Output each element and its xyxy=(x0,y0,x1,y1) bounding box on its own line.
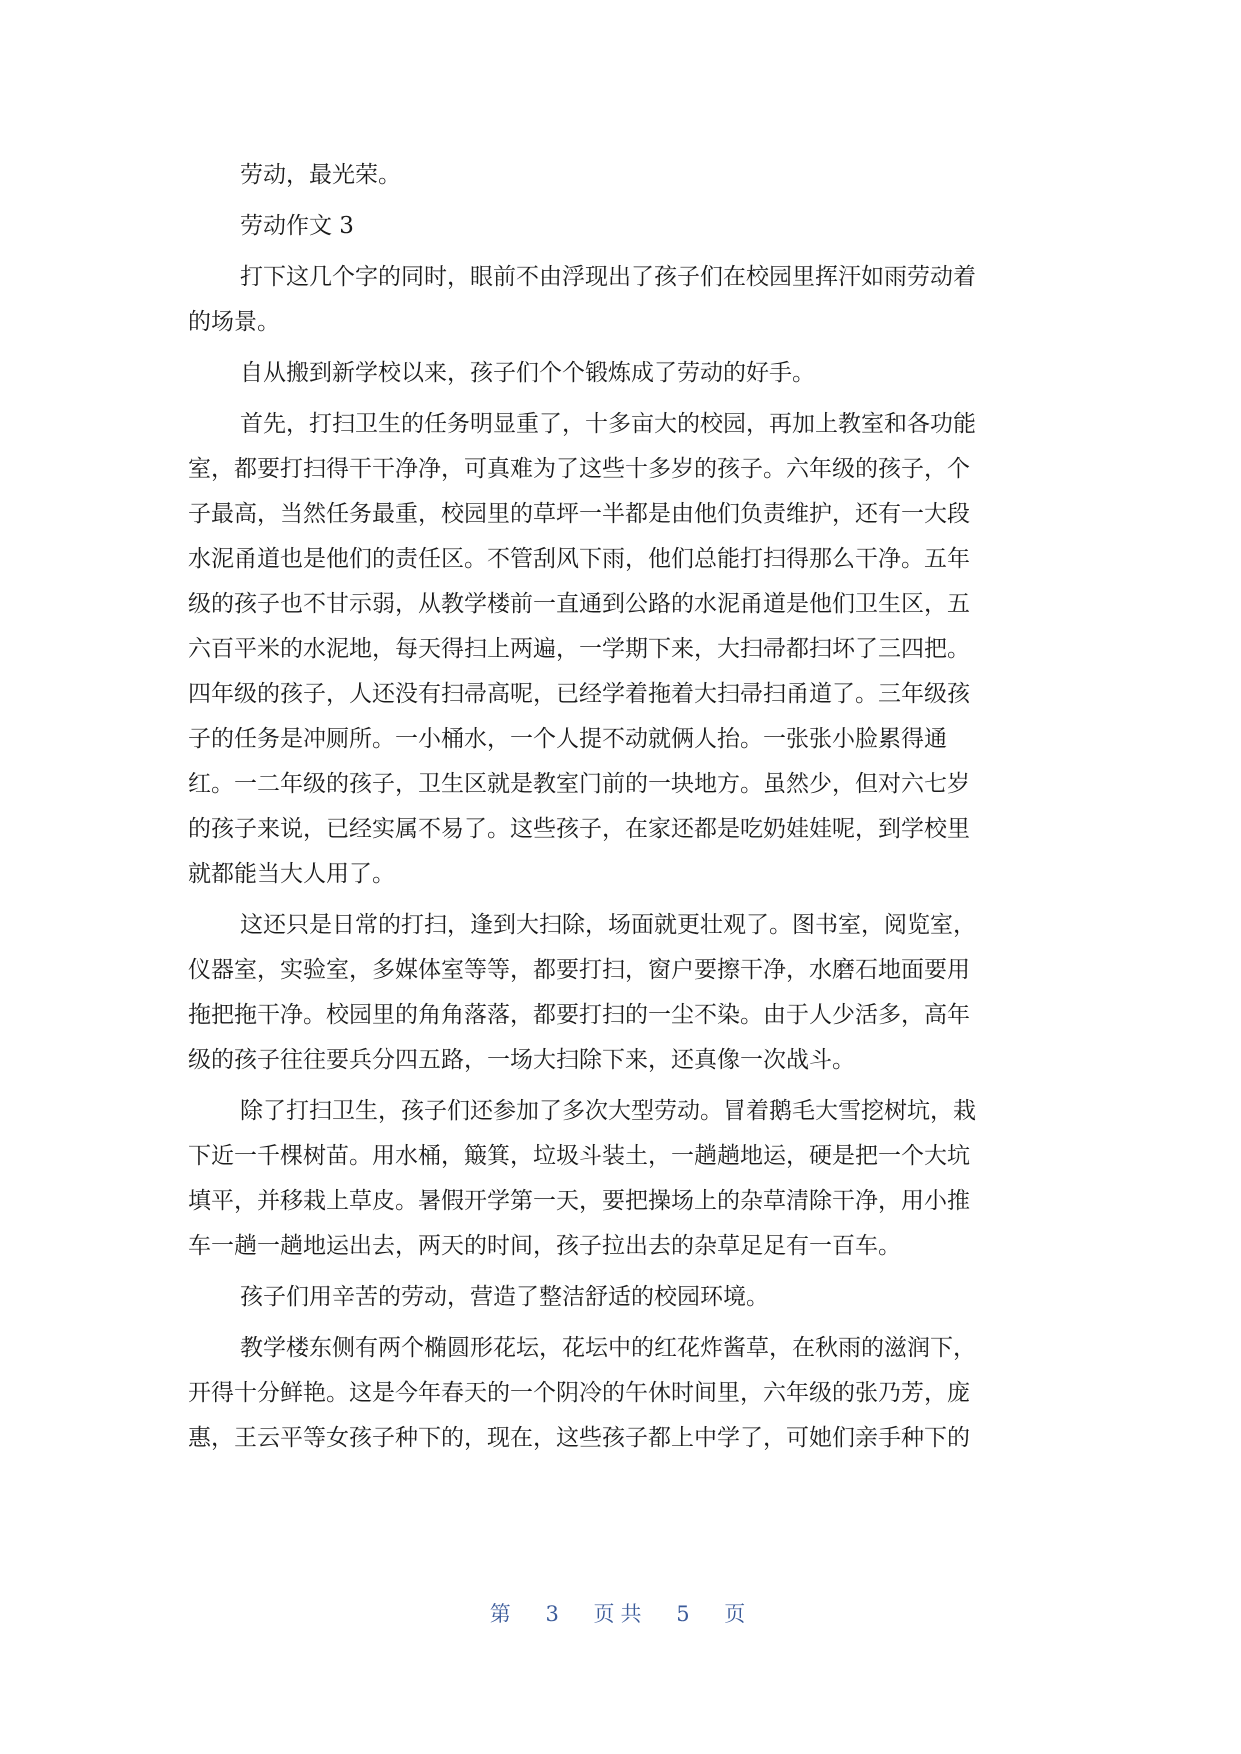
footer-pages-label: 页 xyxy=(724,1602,752,1626)
footer-of-label: 页共 xyxy=(593,1602,648,1626)
paragraph-line: 拖把拖干净。校园里的角角落落，都要打扫的一尘不染。由于人少活多，高年 xyxy=(188,1002,970,1028)
paragraph-line: 孩子们用辛苦的劳动，营造了整洁舒适的校园环境。 xyxy=(240,1284,769,1310)
paragraph-line: 首先，打扫卫生的任务明显重了，十多亩大的校园，再加上教室和各功能 xyxy=(240,411,976,437)
paragraph-line: 的孩子来说，已经实属不易了。这些孩子，在家还都是吃奶娃娃呢，到学校里 xyxy=(188,816,970,842)
paragraph-line: 级的孩子往往要兵分四五路，一场大扫除下来，还真像一次战斗。 xyxy=(188,1047,855,1073)
paragraph-line: 就都能当大人用了。 xyxy=(188,861,395,887)
paragraph-line: 四年级的孩子，人还没有扫帚高呢，已经学着拖着大扫帚扫甬道了。三年级孩 xyxy=(188,681,970,707)
paragraph-line: 自从搬到新学校以来，孩子们个个锻炼成了劳动的好手。 xyxy=(240,360,815,386)
total-pages-number: 5 xyxy=(676,1602,696,1626)
paragraph-line: 劳动，最光荣。 xyxy=(240,162,401,188)
paragraph-line: 室，都要打扫得干干净净，可真难为了这些十多岁的孩子。六年级的孩子，个 xyxy=(188,456,970,482)
paragraph-line: 红。一二年级的孩子，卫生区就是教室门前的一块地方。虽然少，但对六七岁 xyxy=(188,771,970,797)
paragraph-line: 下近一千棵树苗。用水桶，簸箕，垃圾斗装土，一趟趟地运，硬是把一个大坑 xyxy=(188,1143,970,1169)
paragraph-line: 六百平米的水泥地，每天得扫上两遍，一学期下来，大扫帚都扫坏了三四把。 xyxy=(188,636,970,662)
paragraph-line: 水泥甬道也是他们的责任区。不管刮风下雨，他们总能打扫得那么干净。五年 xyxy=(188,546,970,572)
paragraph-line: 级的孩子也不甘示弱，从教学楼前一直通到公路的水泥甬道是他们卫生区，五 xyxy=(188,591,970,617)
paragraph-line: 的场景。 xyxy=(188,309,280,335)
paragraph-line: 教学楼东侧有两个椭圆形花坛，花坛中的红花炸酱草，在秋雨的滋润下， xyxy=(240,1335,976,1361)
paragraph-line: 开得十分鲜艳。这是今年春天的一个阴冷的午休时间里，六年级的张乃芳，庞 xyxy=(188,1380,970,1406)
section-heading: 劳动作文 3 xyxy=(240,213,354,239)
paragraph-line: 惠，王云平等女孩子种下的，现在，这些孩子都上中学了，可她们亲手种下的 xyxy=(188,1425,970,1451)
paragraph-line: 仪器室，实验室，多媒体室等等，都要打扫，窗户要擦干净，水磨石地面要用 xyxy=(188,957,970,983)
current-page-number: 3 xyxy=(545,1602,565,1626)
paragraph-line: 车一趟一趟地运出去，两天的时间，孩子拉出去的杂草足足有一百车。 xyxy=(188,1233,901,1259)
paragraph-line: 这还只是日常的打扫，逢到大扫除，场面就更壮观了。图书室，阅览室， xyxy=(240,912,976,938)
paragraph-line: 打下这几个字的同时，眼前不由浮现出了孩子们在校园里挥汗如雨劳动着 xyxy=(240,264,976,290)
paragraph-line: 子最高，当然任务最重，校园里的草坪一半都是由他们负责维护，还有一大段 xyxy=(188,501,970,527)
document-body xyxy=(188,153,1046,1461)
paragraph-line: 子的任务是冲厕所。一小桶水，一个人提不动就俩人抬。一张张小脸累得通 xyxy=(188,726,947,752)
paragraph-line: 填平，并移栽上草皮。暑假开学第一天，要把操场上的杂草清除干净，用小推 xyxy=(188,1188,970,1214)
footer-page-label: 第 xyxy=(489,1602,517,1626)
paragraph-line: 除了打扫卫生，孩子们还参加了多次大型劳动。冒着鹅毛大雪挖树坑，栽 xyxy=(240,1098,976,1124)
page-footer xyxy=(0,1598,1241,1628)
